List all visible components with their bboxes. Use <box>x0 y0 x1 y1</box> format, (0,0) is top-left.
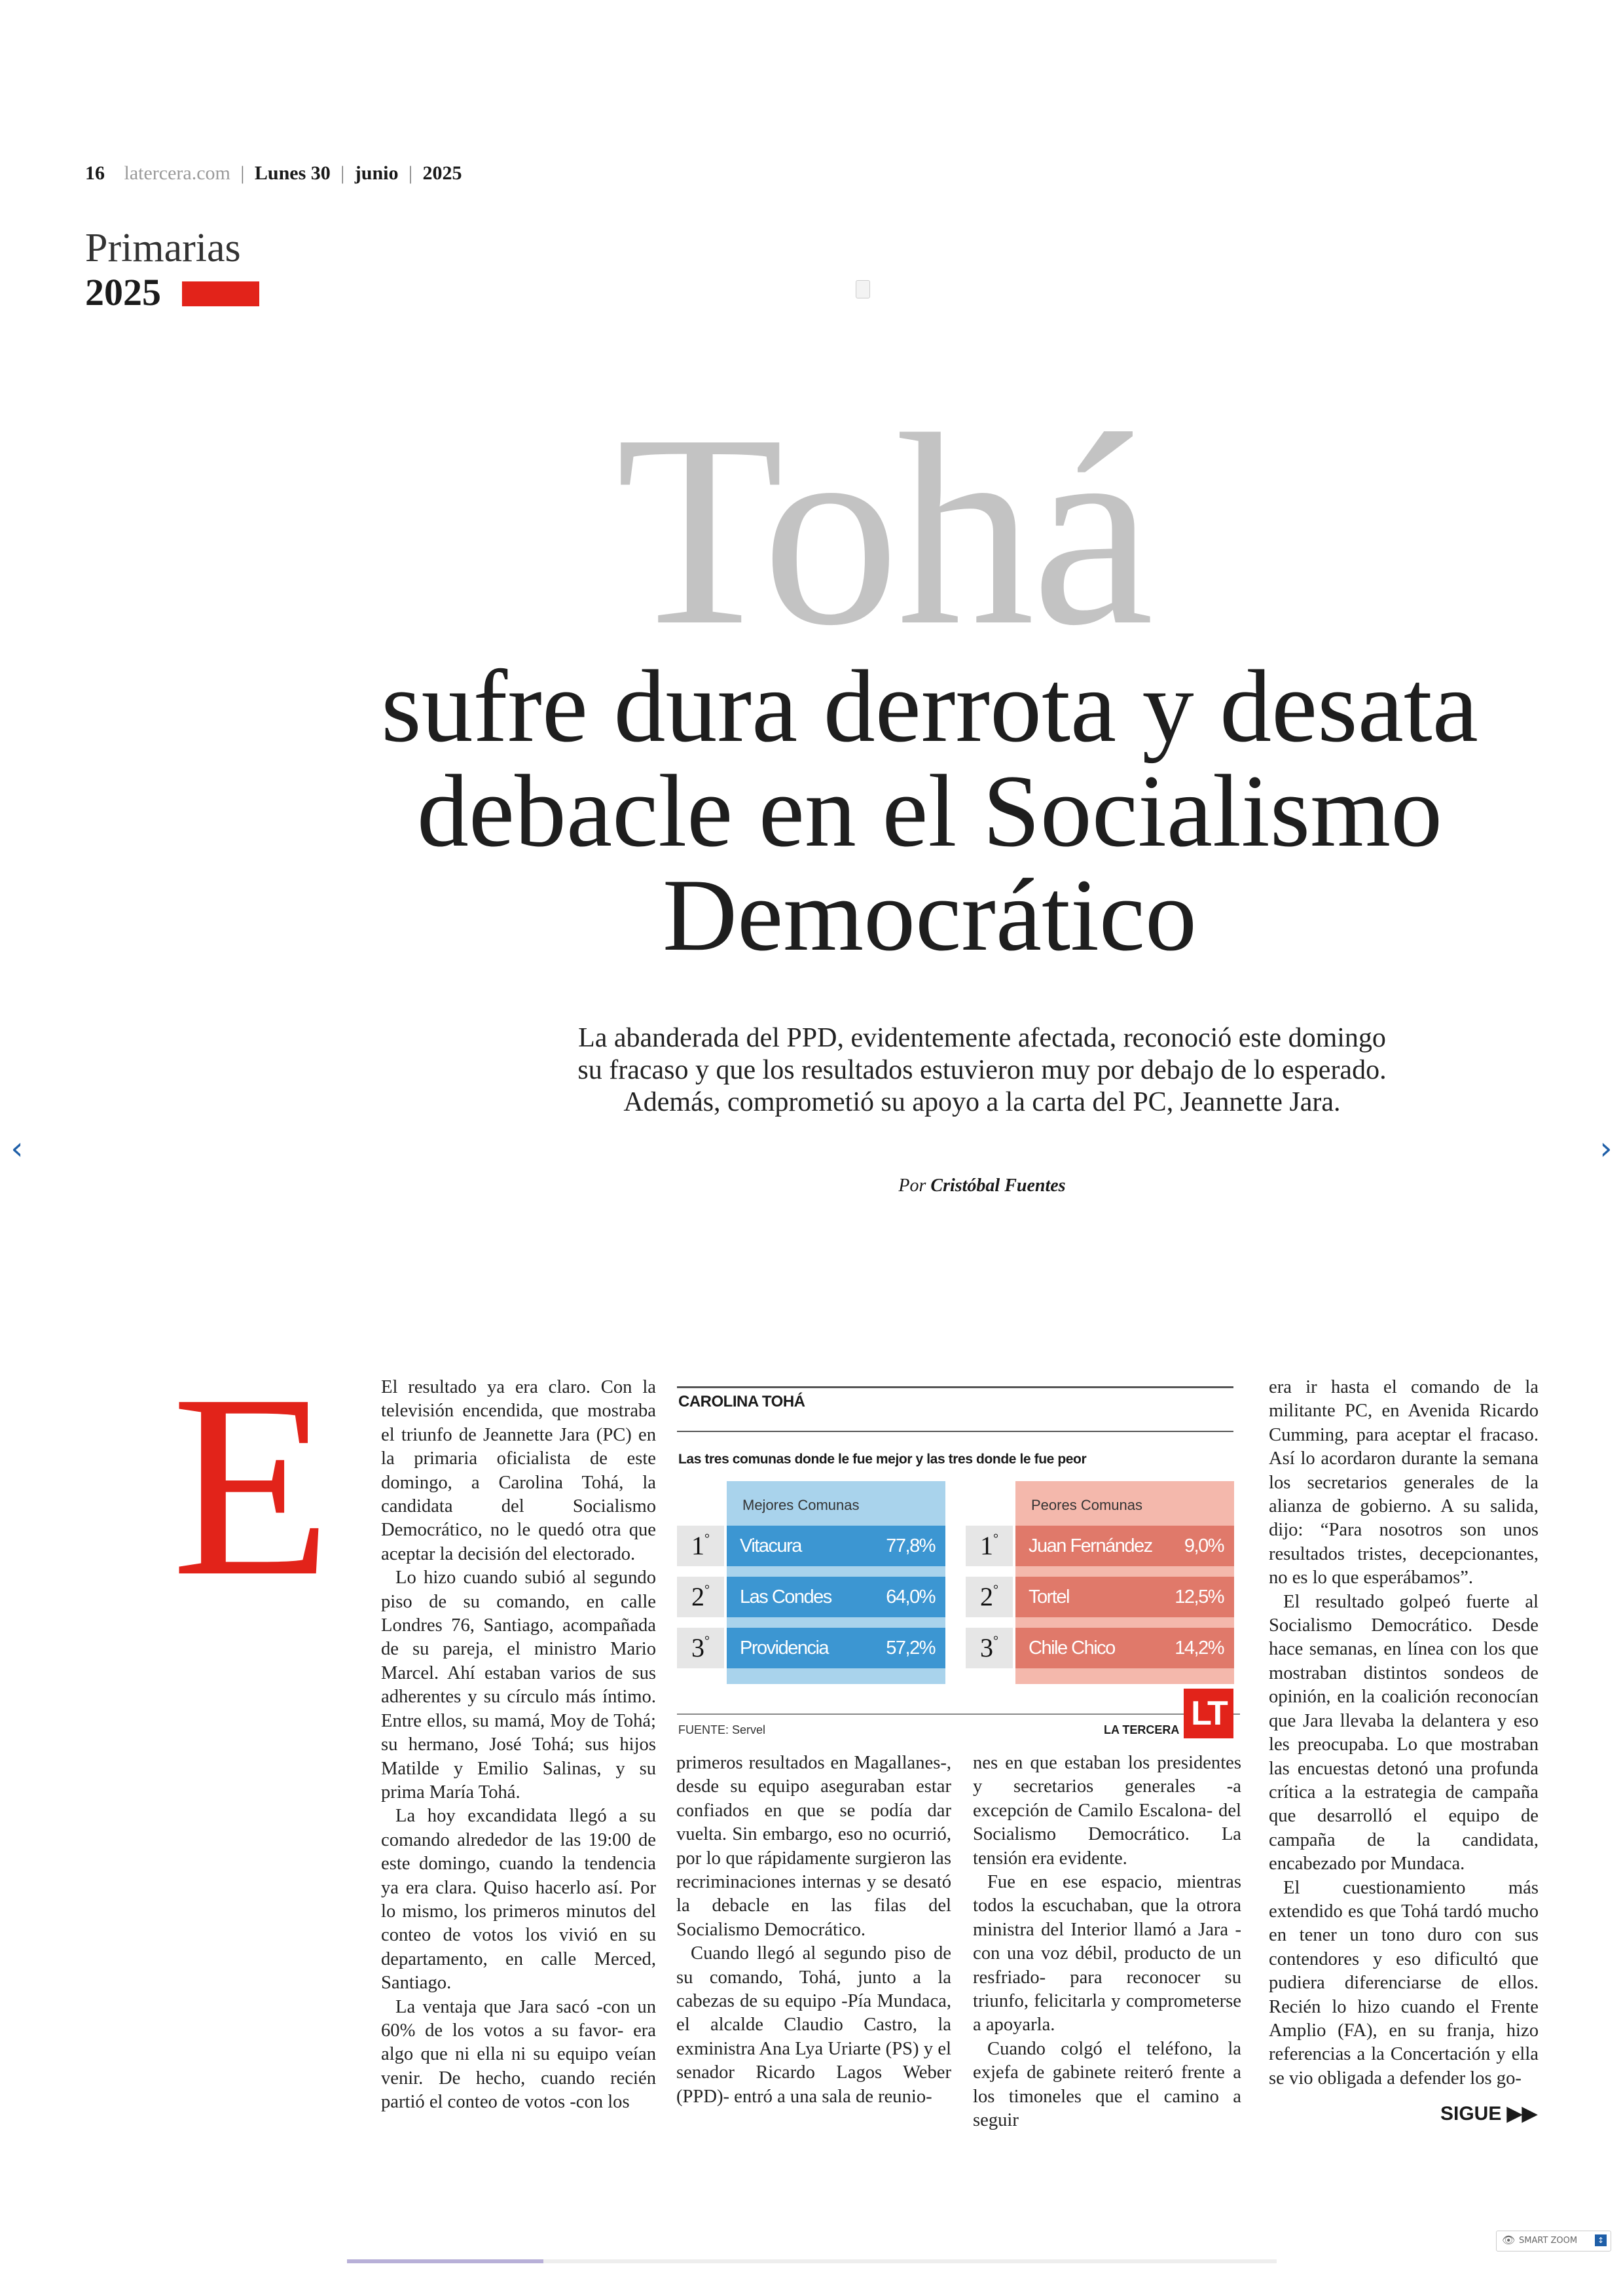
article-column-4 <box>1269 1376 1539 2090</box>
article-dek: La abanderada del PPD, evidentemente afectada, reconoció este domingo su fracaso y que los resultados estuvieron muy por debajo de lo esperado. Además, comprometió su apoyo a la carta del PC, Jeannette Jara. <box>577 1023 1387 1118</box>
worst-rank-3: 3° <box>966 1628 1013 1668</box>
site-name: latercera.com <box>124 162 230 184</box>
headline-text: sufre dura derrota y desata debacle en el Socialismo Democrático <box>381 649 1478 973</box>
issue-month: junio <box>354 162 399 184</box>
paragraph: La ventaja que Jara sacó -con un 60% de los votos a su favor- era algo que ni ella ni su equipo veían venir. De hecho, cuando recién partió el conteo de votos -con los <box>381 1996 656 2113</box>
smart-zoom-button[interactable] <box>1496 2231 1611 2251</box>
worst-bar-3 <box>1015 1628 1234 1668</box>
paragraph: primeros resultados en Magallanes-, desde su equipo aseguraban estar confiados en que se podía dar vuelta. Sin embargo, eso no ocurrió, por lo que rápidamente surgieron las recriminaciones internas y se desató la debacle en las filas del Socialismo Democrático. <box>676 1753 951 1940</box>
paragraph: nes en que estaban los presidentes y secretarios generales -a excepción de Camilo Escalona- del Socialismo Democrático. La tensión era evidente. <box>973 1753 1241 1869</box>
la-tercera-logo: LT <box>1184 1689 1233 1738</box>
section-accent-bar <box>182 281 259 306</box>
best-commune-pct: 77,8% <box>886 1535 935 1556</box>
worst-communes-header: Peores Comunas <box>1031 1497 1142 1513</box>
worst-commune-pct: 12,5% <box>1175 1587 1224 1607</box>
best-bar-3 <box>727 1628 945 1668</box>
paragraph: Lo hizo cuando subió al segundo piso de su comando, en calle Londres 76, Santiago, acompañada de su pareja, el ministro Mario Marcel. Ahí estaban varios de sus adherentes y su círculo más íntimo. Entre ellos, su mamá, Moy de Tohá; su hermano, José Tohá; sus hijos Matilde y Emilio Salinas, y su prima María Tohá. <box>381 1568 656 1803</box>
graphic-title: CAROLINA TOHÁ <box>678 1393 805 1410</box>
graphic-rule <box>677 1431 1233 1432</box>
next-page-button[interactable] <box>1593 1130 1619 1167</box>
worst-rank-2: 2° <box>966 1577 1013 1617</box>
byline-author: Cristóbal Fuentes <box>930 1175 1066 1196</box>
continue-link[interactable]: SIGUE ▶▶ <box>1440 2103 1537 2125</box>
headline-name: Tohá <box>615 378 1152 682</box>
worst-commune-name: Tortel <box>1029 1587 1069 1607</box>
zoom-toggle-icon: ↕ <box>1595 2234 1607 2246</box>
worst-commune-name: Juan Fernández <box>1029 1535 1152 1556</box>
results-graphic <box>677 1386 1233 1748</box>
paragraph: Cuando llegó al segundo piso de su comando, Tohá, junto a la cabezas de su equipo -Pía Mundaca, el alcalde Claudio Castro, la exministra Ana Lya Uriarte (PS) y el senador Ricardo Lagos Weber (PPD)- entró a una sala de reunio- <box>676 1943 951 2107</box>
best-bar-1 <box>727 1526 945 1566</box>
paragraph: El resultado ya era claro. Con la televisión encendida, que mostraba el triunfo de Jeannette Jara (PC) en la primaria oficialista de este domingo, a Carolina Tohá, la candidata del Socialismo Democrático, no le quedó otra que aceptar la decisión del electorado. <box>381 1377 656 1564</box>
page-number: 16 <box>85 162 105 184</box>
paragraph: Fue en ese espacio, mientras todos la escuchaban, que la otrora ministra del Interior llamó a Jara -con una voz débil, producto de un resfriado- para reconocer su triunfo, felicitarla y comprometerse a apoyarla. <box>973 1872 1241 2036</box>
graphic-bottom-rule <box>677 1713 1240 1715</box>
issue-weekday: Lunes 30 <box>254 162 331 184</box>
byline <box>576 1175 1388 1196</box>
paragraph: El resultado golpeó fuerte al Socialismo Democrático. Desde hace semanas, en línea con los que mostraban distintos sondeos de opinión, en la coalición reconocían que Jara llevaba la delantera y eso les preocupaba. Lo que mostraban las encuestas detonó una profunda crítica a la estrategia de campaña que desarrolló el equipo de campaña de la candidata, encabezado por Mundaca. <box>1269 1591 1539 1874</box>
best-rank-2: 2° <box>677 1577 724 1617</box>
article-column-1 <box>381 1376 656 2115</box>
best-commune-name: Vitacura <box>740 1535 801 1556</box>
graphic-top-rule <box>677 1386 1233 1388</box>
best-rank-3: 3° <box>677 1628 724 1668</box>
worst-commune-pct: 9,0% <box>1184 1535 1224 1556</box>
issue-year: 2025 <box>422 162 462 184</box>
page-marker-icon[interactable] <box>856 280 870 298</box>
chevron-left-icon: ‹ <box>10 1130 24 1167</box>
best-commune-name: Las Condes <box>740 1587 831 1607</box>
best-communes-header: Mejores Comunas <box>742 1497 860 1513</box>
graphic-brand: LA TERCERA <box>1104 1723 1180 1736</box>
worst-rank-1: 1° <box>966 1526 1013 1566</box>
best-commune-pct: 57,2% <box>886 1638 935 1659</box>
best-rank-1: 1° <box>677 1526 724 1566</box>
worst-bar-1 <box>1015 1526 1234 1566</box>
chevron-right-icon: › <box>1599 1130 1613 1167</box>
paragraph: era ir hasta el comando de la militante PC, en Avenida Ricardo Cumming, para aceptar el fracaso. Así lo acordaron durante la semana los secretarios generales de la alianza de gobierno. A su salida, dijo: “Para nosotros son unos resultados tristes, decepcionantes, no es lo que esperábamos”. <box>1269 1377 1539 1588</box>
worst-commune-name: Chile Chico <box>1029 1638 1115 1659</box>
smart-zoom-label: SMART ZOOM <box>1519 2236 1578 2246</box>
section-year: 2025 <box>85 271 161 314</box>
best-commune-pct: 64,0% <box>886 1587 935 1607</box>
best-bar-2 <box>727 1577 945 1617</box>
worst-bar-2 <box>1015 1577 1234 1617</box>
drop-cap: E <box>172 1340 332 1630</box>
paragraph: La hoy excandidata llegó a su comando alrededor de las 19:00 de este domingo, cuando la tendencia ya era clara. Quiso hacerlo así. Por lo mismo, los primeros minutos del conteo de votos los vivió en su departamento, en calle Merced, Santiago. <box>381 1806 656 1994</box>
worst-commune-pct: 14,2% <box>1175 1638 1224 1659</box>
byline-prefix: Por <box>898 1175 926 1196</box>
article-column-3 <box>973 1751 1241 2133</box>
paragraph: El cuestionamiento más extendido es que Tohá tardó mucho en tener un tono duro con sus contendores y eso dificultó que pudiera diferenciarse de ellos. Recién lo hizo cuando el Frente Amplio (FA), en su franja, hizo referencias a la Concertación y ella se vio obligada a defender los go- <box>1269 1877 1539 2089</box>
section-label: Primarias <box>85 226 241 270</box>
graphic-source: FUENTE: Servel <box>678 1723 766 1736</box>
article-column-2 <box>676 1751 951 2109</box>
graphic-description: Las tres comunas donde le fue mejor y las tres donde le fue peor <box>678 1452 1087 1467</box>
page-folio: 16 latercera.com | Lunes 30 | junio | 2025 <box>85 162 462 184</box>
page-scroll-thumb[interactable] <box>347 2259 543 2263</box>
previous-page-button[interactable] <box>4 1130 30 1167</box>
best-commune-name: Providencia <box>740 1638 829 1659</box>
eye-icon: 👁 <box>1502 2234 1516 2246</box>
paragraph: Cuando colgó el teléfono, la exjefa de gabinete reiteró frente a los timoneles que el camino a seguir <box>973 2038 1241 2131</box>
